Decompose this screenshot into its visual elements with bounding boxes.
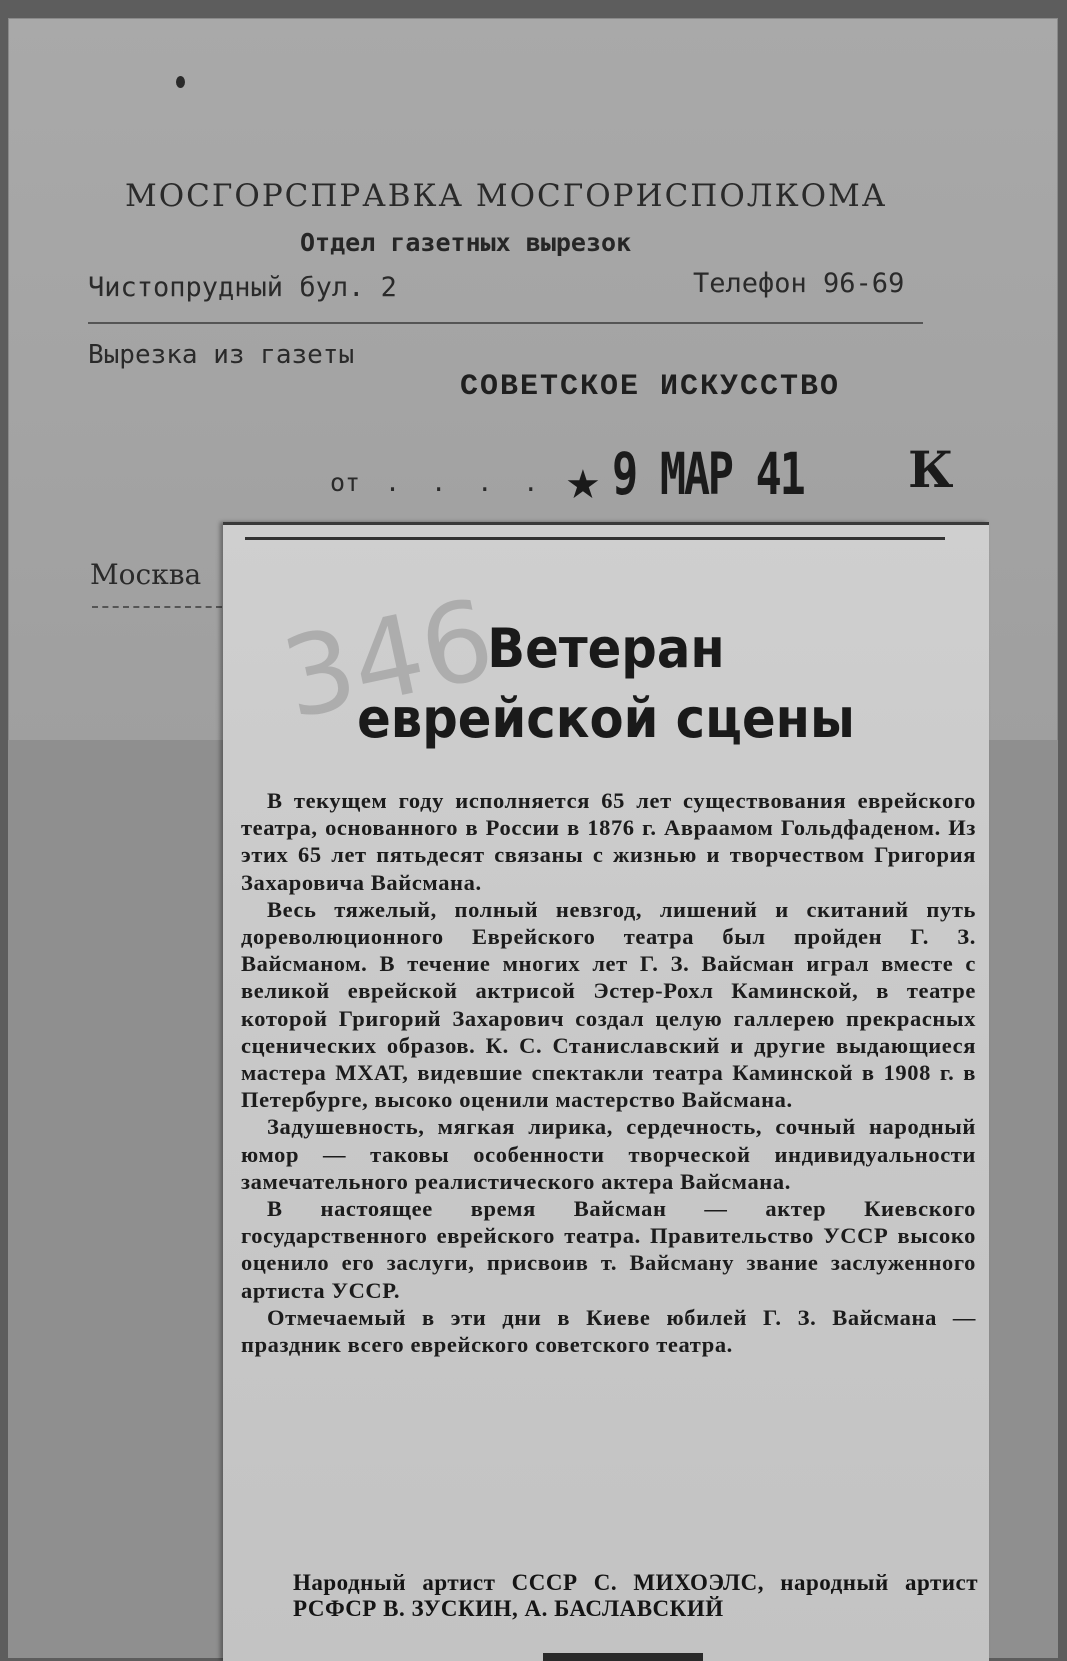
- date-dots: . . . .: [385, 468, 547, 497]
- stamp-letter: К: [908, 440, 954, 499]
- stamp-star-icon: ★: [565, 462, 601, 508]
- article-paragraph: В настоящее время Вайсман — актер Киевского государственного еврейского театра. Правительство УССР высоко оценило его заслуги, присвоив т. Вайсману звание заслуженного артиста УССР.: [241, 1196, 976, 1303]
- article-paragraph: Отмечаемый в эти дни в Киеве юбилей Г. З. Вайсмана — праздник всего еврейского советского театра.: [241, 1304, 976, 1358]
- header-divider: [88, 322, 923, 324]
- date-stamp: 9 МАР 41: [612, 440, 804, 508]
- article-paragraph: В текущем году исполняется 65 лет существования еврейского театра, основанного в России в 1876 г. Авраамом Гольдфаденом. Из этих 65 лет пятьдесят связаны с жизнью и творчеством Григория Захаровича Вайсмана.: [241, 788, 976, 895]
- department-label: Отдел газетных вырезок: [300, 228, 632, 257]
- article-signature: Народный артист СССР С. МИХОЭЛС, народный артист РСФСР В. ЗУСКИН, А. БАСЛАВСКИЙ: [293, 1570, 978, 1621]
- newspaper-clipping: [223, 522, 989, 1661]
- headline-line-1: Ветеран: [487, 617, 725, 680]
- article-paragraph: Задушевность, мягкая лирика, сердечность, сочный народный юмор — таковы особенности творческой индивидуальности замечательного реалистического актера Вайсмана.: [241, 1114, 976, 1194]
- clipping-bottom-ornament: [543, 1653, 703, 1661]
- agency-title: МОСГОРСПРАВКА МОСГОРИСПОЛКОМА: [125, 178, 888, 214]
- address-label: Чистопрудный бул. 2: [88, 272, 397, 303]
- article-paragraph: Весь тяжелый, полный невзгод, лишений и скитаний путь дореволюционного Еврейского театра был пройден Г. З. Вайсманом. В течение многих лет Г. З. Вайсман играл вместе с великой еврейской актрисой Эстер-Рохл Каминской, в театре которой Григорий Захарович создал целую галлерею прекрасных сценических образов. К. С. Станиславский и другие выдающиеся мастера МХАТ, видевшие спектакли театра Каминской в 1908 г. в Петербурге, высоко оценили мастерство Вайсмана.: [241, 896, 976, 1113]
- headline-line-2: еврейской сцены: [357, 687, 855, 750]
- article-body: [241, 787, 976, 1358]
- pencil-number: 346: [271, 574, 504, 744]
- phone-label: Телефон 96-69: [693, 268, 905, 299]
- cut-from-label: Вырезка из газеты: [88, 340, 355, 370]
- clipping-top-rule: [245, 537, 945, 540]
- city-label: Москва: [90, 558, 202, 591]
- newspaper-name: СОВЕТСКОЕ ИСКУССТВО: [460, 370, 841, 404]
- ink-dot: [176, 76, 185, 88]
- date-from-label: от: [330, 468, 361, 497]
- city-underline: [92, 606, 222, 608]
